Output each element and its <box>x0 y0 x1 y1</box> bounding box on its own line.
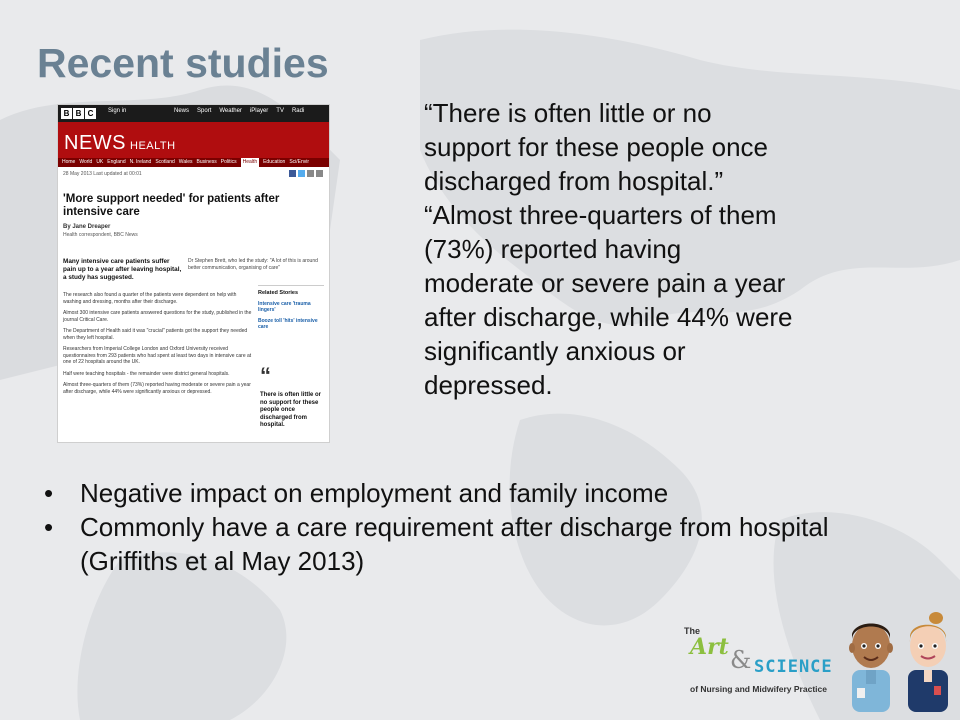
bbc-video-caption: Dr Stephen Brett, who led the study: "A lot of this is around better communication, organising of care" <box>188 258 318 271</box>
slide-title: Recent studies <box>37 40 329 86</box>
bbc-lead-paragraph: Many intensive care patients suffer pain up to a year after leaving hospital, a study has suggested. <box>63 258 182 281</box>
bbc-section-nav <box>58 158 329 167</box>
quote-line: “There is often little or no <box>424 98 712 128</box>
logo-the: The <box>684 626 701 636</box>
bbc-pull-quote: There is often little or no support for these people once discharged from hospital. <box>260 392 322 428</box>
bbc-logo <box>61 108 96 119</box>
bbc-nav-item: Radi <box>291 108 305 114</box>
bbc-logo-letter: C <box>85 108 96 119</box>
quote-line: depressed. <box>424 370 553 400</box>
bbc-logo-letter: B <box>73 108 84 119</box>
bbc-news-banner <box>58 122 329 158</box>
bbc-section-item: UK <box>96 159 104 165</box>
quote-line: after discharge, while 44% were <box>424 302 793 332</box>
bbc-section-item: England <box>107 159 126 165</box>
bbc-related-link: Intensive care 'trauma lingers' <box>258 301 311 313</box>
bbc-paragraph: Half were teaching hospitals - the remainder were district general hospitals. <box>63 370 230 377</box>
bbc-nav-item: Sport <box>197 108 212 114</box>
bbc-section-item: Home <box>62 159 76 165</box>
quote-line: discharged from hospital.” <box>424 166 724 196</box>
twitter-icon <box>298 170 305 177</box>
bullet-item: • Commonly have a care requirement after discharge from hospital (Griffiths et al May 2013) <box>40 510 880 578</box>
bbc-share-icons <box>289 170 323 177</box>
bbc-section-item: World <box>79 159 93 165</box>
bbc-section-item: N. Ireland <box>129 159 152 165</box>
bbc-logo-letter: B <box>61 108 72 119</box>
art-and-science-logo <box>684 620 844 700</box>
bbc-news-clipping <box>57 104 330 443</box>
bbc-byline-role: Health correspondent, BBC News <box>63 232 138 238</box>
quote-mark-icon: “ <box>260 363 271 388</box>
bbc-related-stories <box>258 285 324 330</box>
bbc-section-item: Education <box>263 159 286 165</box>
male-nurse-avatar <box>842 612 900 712</box>
bbc-top-bar <box>58 105 329 122</box>
logo-subtitle: of Nursing and Midwifery Practice <box>690 684 827 694</box>
bbc-section-item: Scotland <box>155 159 175 165</box>
bbc-section-item: Politics <box>220 159 237 165</box>
logo-ampersand: & <box>730 646 752 674</box>
quote-line: support for these people once <box>424 132 769 162</box>
female-nurse-avatar <box>900 606 956 712</box>
bbc-news-label: NEWS <box>64 132 126 154</box>
bbc-sign-in: Sign in <box>108 108 127 114</box>
quote-line: (73%) reported having <box>424 234 682 264</box>
bbc-article-date: 28 May 2013 Last updated at 00:01 <box>63 171 142 177</box>
bbc-article-body <box>63 292 256 400</box>
bbc-section-item: Wales <box>178 159 193 165</box>
bbc-section-item-active: Health <box>242 159 258 165</box>
bullet-item: • Negative impact on employment and family income <box>40 476 880 510</box>
bbc-paragraph: Almost three-quarters of them (73%) reported having moderate or severe pain a year after discharge, while 44% were significantly anxious or depressed. <box>63 382 251 395</box>
quote-line: moderate or severe pain a year <box>424 268 786 298</box>
bbc-section-label: HEALTH <box>130 140 176 152</box>
bbc-headline: 'More support needed' for patients after intensive care <box>63 193 280 218</box>
bbc-nav-item: Weather <box>219 108 242 114</box>
bbc-nav-item: TV <box>276 108 284 114</box>
bbc-nav-item: iPlayer <box>249 108 269 114</box>
print-icon <box>316 170 323 177</box>
bbc-byline: By Jane Dreaper <box>63 224 111 230</box>
bbc-paragraph: Researchers from Imperial College London and Oxford University received questionnaires from 293 patients who had spent at least two days in intensive care at one of 22 hospitals around the UK. <box>63 346 252 365</box>
quote-line: significantly anxious or <box>424 336 686 366</box>
email-icon <box>307 170 314 177</box>
bbc-news-wordmark <box>64 132 176 155</box>
bullet-list <box>40 476 880 578</box>
bbc-nav-item: News <box>174 108 190 114</box>
logo-science: SCIENCE <box>754 657 833 677</box>
quote-line: “Almost three-quarters of them <box>424 200 777 230</box>
study-quote <box>424 96 894 402</box>
logo-art: Art <box>690 634 729 660</box>
bbc-section-item: Business <box>196 159 217 165</box>
bbc-paragraph: Almost 300 intensive care patients answered questions for the study, published in the journal Critical Care. <box>63 310 252 323</box>
bbc-paragraph: The Department of Health said it was "crucial" patients got the support they needed when they left hospital. <box>63 328 248 341</box>
bbc-top-nav <box>174 108 304 114</box>
bbc-related-link: Booze toll 'hits' intensive care <box>258 318 318 330</box>
facebook-icon <box>289 170 296 177</box>
bbc-related-heading: Related Stories <box>258 290 299 296</box>
bbc-section-item: Sci/Envir <box>289 159 310 165</box>
bbc-paragraph: The research also found a quarter of the patients were dependent on help with washing and dressing, months after their discharge. <box>63 292 237 305</box>
